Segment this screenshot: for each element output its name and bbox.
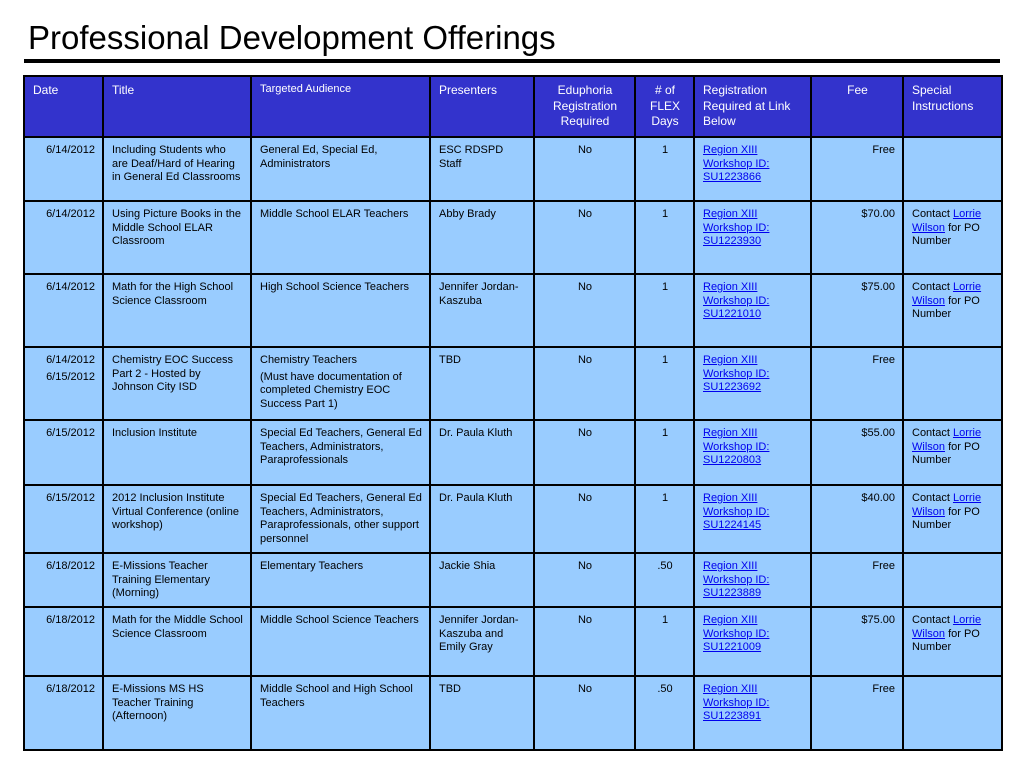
cell-special	[903, 485, 1002, 553]
registration-link-region[interactable]: Region XIII	[703, 492, 758, 504]
cell-fee: Free	[811, 347, 903, 420]
contact-link[interactable]: Lorrie Wilson	[912, 614, 982, 640]
audience-text: High School Science Teachers	[260, 281, 409, 293]
table-row	[24, 137, 1002, 201]
cell-fee: Free	[811, 137, 903, 201]
cell-date	[24, 420, 103, 485]
registration-link-region[interactable]: Region XIII	[703, 427, 758, 439]
registration-link-label[interactable]: Workshop ID:	[703, 627, 770, 640]
date-text: 6/14/2012	[46, 208, 95, 220]
audience-text: Middle School Science Teachers	[260, 614, 419, 626]
contact-link[interactable]: Lorrie Wilson	[912, 427, 982, 453]
audience-text: Special Ed Teachers, General Ed Teachers, Administrators, Paraprofessionals	[260, 427, 422, 467]
cell-registration	[694, 201, 811, 274]
header-special: Special Instructions	[903, 76, 1002, 137]
audience-text: Chemistry Teachers	[260, 354, 357, 366]
header-eduphoria: Eduphoria Registration Required	[534, 76, 635, 137]
registration-link-id[interactable]: SU1221010	[703, 308, 762, 321]
date-text: 6/14/2012	[46, 354, 95, 366]
registration-link-id[interactable]: SU1223891	[703, 710, 762, 723]
cell-special	[903, 553, 1002, 607]
header-row	[24, 76, 1002, 137]
date-text: 6/18/2012	[46, 560, 95, 572]
header-presenters: Presenters	[430, 76, 534, 137]
cell-registration	[694, 676, 811, 750]
cell-eduphoria: No	[534, 485, 635, 553]
cell-title: Chemistry EOC Success Part 2 - Hosted by Johnson City ISD	[103, 347, 251, 420]
registration-link-id[interactable]: SU1221009	[703, 641, 762, 654]
cell-flex-days: 1	[635, 137, 694, 201]
cell-date	[24, 553, 103, 607]
cell-flex-days: 1	[635, 420, 694, 485]
table-row	[24, 553, 1002, 607]
cell-date	[24, 137, 103, 201]
header-title: Title	[103, 76, 251, 137]
cell-presenters: Dr. Paula Kluth	[430, 485, 534, 553]
registration-link-label[interactable]: Workshop ID:	[703, 505, 770, 518]
contact-link[interactable]: Lorrie Wilson	[912, 492, 982, 518]
cell-title: E-Missions MS HS Teacher Training (Afternoon)	[103, 676, 251, 750]
cell-title: Math for the High School Science Classroom	[103, 274, 251, 347]
registration-link-id[interactable]: SU1224145	[703, 519, 762, 532]
cell-special	[903, 274, 1002, 347]
cell-eduphoria: No	[534, 607, 635, 676]
registration-link-region[interactable]: Region XIII	[703, 281, 758, 293]
header-fee: Fee	[811, 76, 903, 137]
cell-eduphoria: No	[534, 201, 635, 274]
audience-text: Middle School and High School Teachers	[260, 683, 413, 709]
header-registration: Registration Required at Link Below	[694, 76, 811, 137]
registration-link-label[interactable]: Workshop ID:	[703, 440, 770, 453]
registration-link-region[interactable]: Region XIII	[703, 560, 758, 572]
audience-text: Middle School ELAR Teachers	[260, 208, 409, 220]
special-pre-text: Contact	[912, 492, 953, 504]
title-underline	[24, 59, 1000, 63]
cell-registration	[694, 553, 811, 607]
cell-eduphoria: No	[534, 420, 635, 485]
date-text: 6/18/2012	[46, 614, 95, 626]
cell-date	[24, 607, 103, 676]
cell-flex-days: .50	[635, 553, 694, 607]
date-text: 6/18/2012	[46, 683, 95, 695]
registration-link-region[interactable]: Region XIII	[703, 683, 758, 695]
special-post-text: for PO Number	[912, 627, 980, 654]
registration-link-label[interactable]: Workshop ID:	[703, 696, 770, 709]
cell-eduphoria: No	[534, 274, 635, 347]
cell-flex-days: 1	[635, 485, 694, 553]
cell-audience	[251, 274, 430, 347]
header-date: Date	[24, 76, 103, 137]
cell-special	[903, 347, 1002, 420]
registration-link-region[interactable]: Region XIII	[703, 208, 758, 220]
registration-link-region[interactable]: Region XIII	[703, 354, 758, 366]
cell-registration	[694, 607, 811, 676]
cell-fee: $70.00	[811, 201, 903, 274]
table-row	[24, 420, 1002, 485]
cell-special	[903, 676, 1002, 750]
registration-link-id[interactable]: SU1223866	[703, 171, 762, 184]
cell-audience	[251, 347, 430, 420]
cell-presenters: TBD	[430, 676, 534, 750]
cell-date	[24, 485, 103, 553]
cell-audience	[251, 201, 430, 274]
table-row	[24, 676, 1002, 750]
cell-flex-days: 1	[635, 347, 694, 420]
registration-link-id[interactable]: SU1223889	[703, 587, 762, 600]
cell-date	[24, 274, 103, 347]
special-post-text: for PO Number	[912, 505, 980, 532]
cell-presenters: ESC RDSPD Staff	[430, 137, 534, 201]
registration-link-region[interactable]: Region XIII	[703, 614, 758, 626]
cell-title: E-Missions Teacher Training Elementary (Morning)	[103, 553, 251, 607]
special-post-text: for PO Number	[912, 440, 980, 467]
date-text: 6/15/2012	[46, 492, 95, 504]
cell-title: Inclusion Institute	[103, 420, 251, 485]
registration-link-label[interactable]: Workshop ID:	[703, 294, 770, 307]
cell-flex-days: 1	[635, 607, 694, 676]
special-post-text: for PO Number	[912, 294, 980, 321]
audience-note: (Must have documentation of completed Chemistry EOC Success Part 1)	[260, 370, 402, 410]
cell-presenters: TBD	[430, 347, 534, 420]
cell-fee: $75.00	[811, 274, 903, 347]
cell-special	[903, 607, 1002, 676]
cell-special	[903, 420, 1002, 485]
page-title: Professional Development Offerings	[28, 19, 556, 56]
cell-presenters: Abby Brady	[430, 201, 534, 274]
contact-link[interactable]: Lorrie Wilson	[912, 281, 982, 307]
cell-presenters: Jennifer Jordan-Kaszuba	[430, 274, 534, 347]
cell-date	[24, 347, 103, 420]
registration-link-id[interactable]: SU1223692	[703, 381, 762, 394]
registration-link-id[interactable]: SU1220803	[703, 454, 762, 467]
cell-audience	[251, 607, 430, 676]
registration-link-label[interactable]: Workshop ID:	[703, 157, 770, 170]
cell-eduphoria: No	[534, 137, 635, 201]
offerings-table	[23, 75, 1003, 751]
audience-text: Elementary Teachers	[260, 560, 364, 572]
cell-registration	[694, 485, 811, 553]
cell-eduphoria: No	[534, 553, 635, 607]
audience-text: General Ed, Special Ed, Administrators	[260, 144, 378, 170]
table-row	[24, 485, 1002, 553]
registration-link-label[interactable]: Workshop ID:	[703, 221, 770, 234]
table-row	[24, 347, 1002, 420]
cell-title: Using Picture Books in the Middle School ELAR Classroom	[103, 201, 251, 274]
cell-presenters: Jennifer Jordan-Kaszuba and Emily Gray	[430, 607, 534, 676]
cell-audience	[251, 420, 430, 485]
cell-fee: $55.00	[811, 420, 903, 485]
table-row	[24, 201, 1002, 274]
audience-text: Special Ed Teachers, General Ed Teachers, Administrators, Paraprofessionals, other support personnel	[260, 492, 422, 545]
special-pre-text: Contact	[912, 208, 953, 220]
contact-link[interactable]: Lorrie Wilson	[912, 208, 982, 234]
cell-audience	[251, 485, 430, 553]
header-flex: # of FLEX Days	[635, 76, 694, 137]
cell-registration	[694, 137, 811, 201]
special-pre-text: Contact	[912, 614, 953, 626]
cell-fee: $75.00	[811, 607, 903, 676]
cell-eduphoria: No	[534, 347, 635, 420]
special-pre-text: Contact	[912, 281, 953, 293]
cell-registration	[694, 274, 811, 347]
cell-flex-days: 1	[635, 201, 694, 274]
registration-link-label[interactable]: Workshop ID:	[703, 573, 770, 586]
date-text: 6/15/2012	[46, 427, 95, 439]
header-audience: Targeted Audience	[251, 76, 430, 137]
cell-fee: Free	[811, 553, 903, 607]
cell-presenters: Jackie Shia	[430, 553, 534, 607]
special-pre-text: Contact	[912, 427, 953, 439]
special-post-text: for PO Number	[912, 221, 980, 248]
cell-title: 2012 Inclusion Institute Virtual Conference (online workshop)	[103, 485, 251, 553]
date-text: 6/14/2012	[46, 281, 95, 293]
registration-link-id[interactable]: SU1223930	[703, 235, 762, 248]
date-text: 6/14/2012	[46, 144, 95, 156]
cell-flex-days: 1	[635, 274, 694, 347]
table-row	[24, 607, 1002, 676]
cell-special	[903, 137, 1002, 201]
cell-audience	[251, 553, 430, 607]
registration-link-region[interactable]: Region XIII	[703, 144, 758, 156]
cell-flex-days: .50	[635, 676, 694, 750]
cell-title: Including Students who are Deaf/Hard of Hearing in General Ed Classrooms	[103, 137, 251, 201]
cell-audience	[251, 676, 430, 750]
date-text-2: 6/15/2012	[46, 370, 95, 383]
cell-presenters: Dr. Paula Kluth	[430, 420, 534, 485]
cell-eduphoria: No	[534, 676, 635, 750]
cell-fee: Free	[811, 676, 903, 750]
cell-audience	[251, 137, 430, 201]
cell-registration	[694, 347, 811, 420]
cell-date	[24, 201, 103, 274]
cell-date	[24, 676, 103, 750]
cell-title: Math for the Middle School Science Classroom	[103, 607, 251, 676]
table-row	[24, 274, 1002, 347]
cell-fee: $40.00	[811, 485, 903, 553]
cell-special	[903, 201, 1002, 274]
cell-registration	[694, 420, 811, 485]
registration-link-label[interactable]: Workshop ID:	[703, 367, 770, 380]
